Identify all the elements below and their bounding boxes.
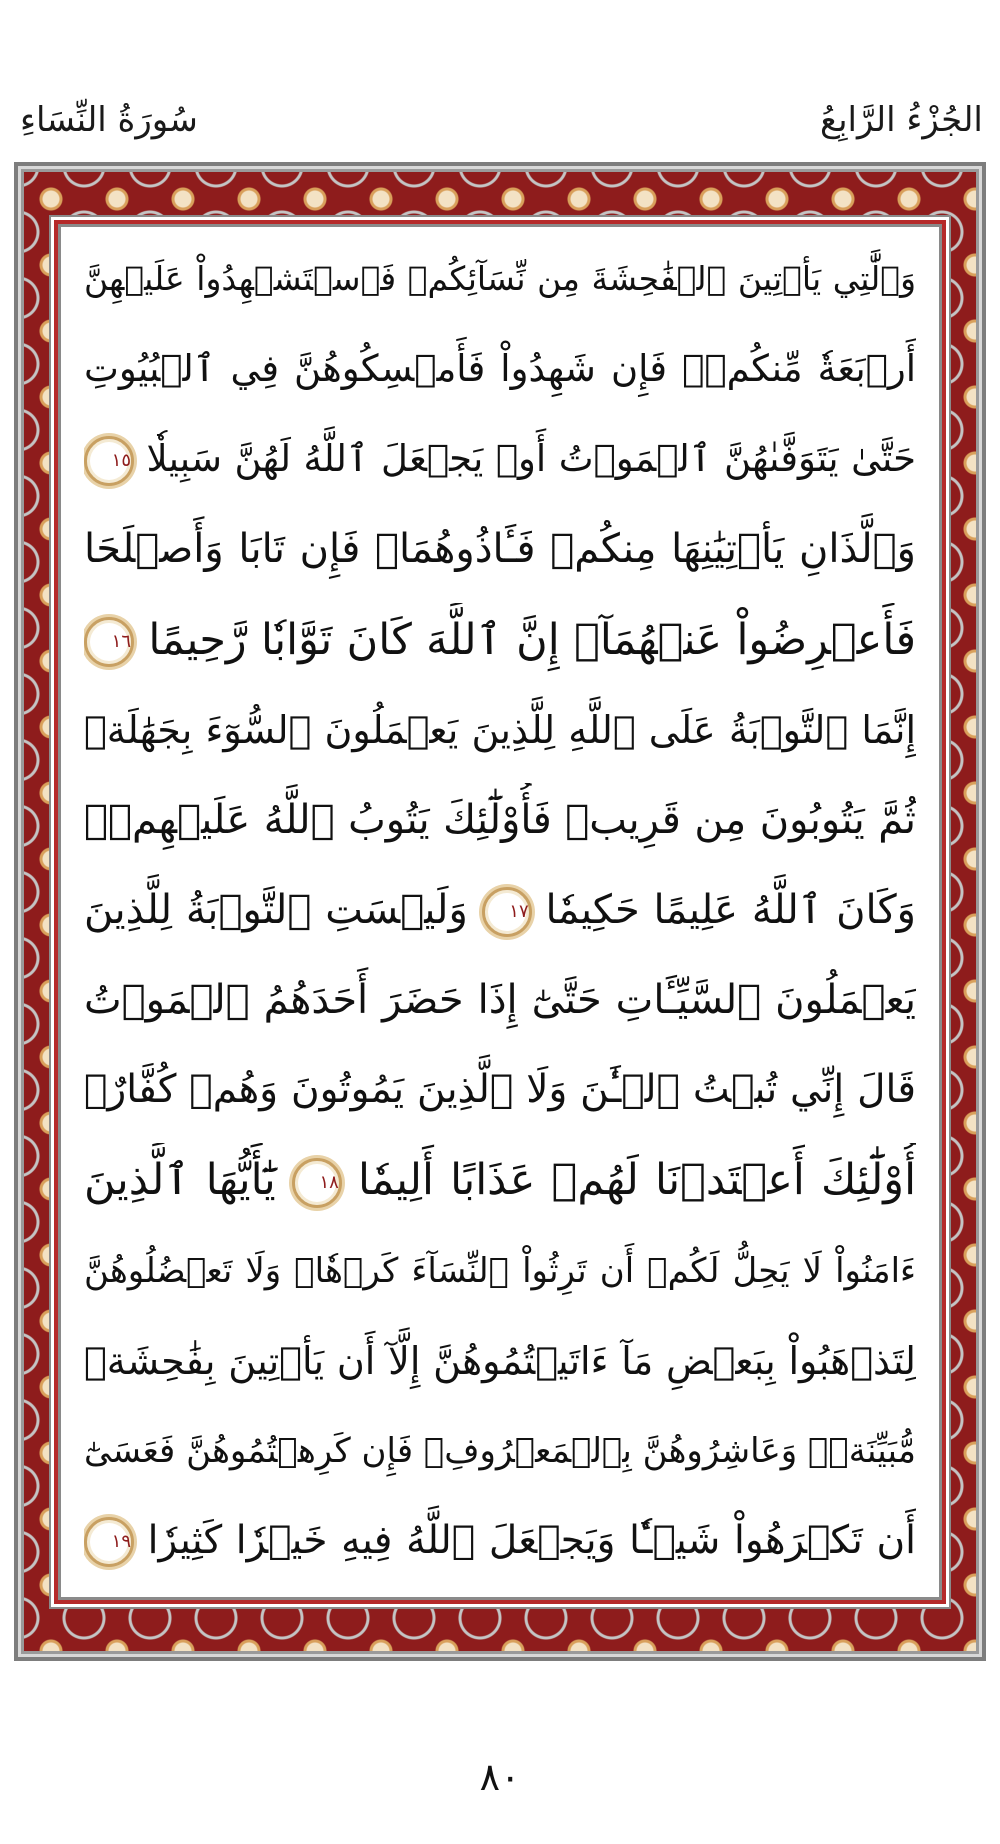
text-line-5: فَأَعۡرِضُواْ عَنۡهُمَآۗ إِنَّ ٱللَّهَ كَانَ تَوَّابٗا رَّحِيمًا ١٦ xyxy=(84,603,916,677)
text-line-9: يَعۡمَلُونَ ٱلسَّيِّـَٔاتِ حَتَّىٰٓ إِذَا حَضَرَ أَحَدَهُمُ ٱلۡمَوۡتُ xyxy=(84,977,916,1024)
ayah-number-marker: ١٥ xyxy=(84,436,134,486)
page-number: ٨٠ xyxy=(479,1755,521,1799)
text-line-2: أَرۡبَعَةٗ مِّنكُمۡۖ فَإِن شَهِدُواْ فَأَمۡسِكُوهُنَّ فِي ٱلۡبُيُوتِ xyxy=(84,347,916,391)
text-line-13: لِتَذۡهَبُواْ بِبَعۡضِ مَآ ءَاتَيۡتُمُوهُنَّ إِلَّآ أَن يَأۡتِينَ بِفَٰحِشَةٖ xyxy=(84,1338,916,1383)
text-line-1: وَٱلَّٰتِي يَأۡتِينَ ٱلۡفَٰحِشَةَ مِن نِّسَآئِكُمۡ فَٱسۡتَشۡهِدُواْ عَلَيۡهِنَّ xyxy=(84,259,916,298)
text-line-4: وَٱلَّذَانِ يَأۡتِيَٰنِهَا مِنكُمۡ فَـَٔاذُوهُمَاۖ فَإِن تَابَا وَأَصۡلَحَا xyxy=(84,526,916,573)
text-line-6: إِنَّمَا ٱلتَّوۡبَةُ عَلَى ٱللَّهِ لِلَّذِينَ يَعۡمَلُونَ ٱلسُّوٓءَ بِجَهَٰلَةٖ xyxy=(84,707,916,752)
text-line-12: ءَامَنُواْ لَا يَحِلُّ لَكُمۡ أَن تَرِثُواْ ٱلنِّسَآءَ كَرۡهٗاۖ وَلَا تَعۡضُلُوهُنَّ xyxy=(84,1250,916,1291)
text-line-15: أَن تَكۡرَهُواْ شَيۡـٔٗا وَيَجۡعَلَ ٱللَّهُ فِيهِ خَيۡرٗا كَثِيرٗا ١٩ xyxy=(84,1504,916,1578)
juz-title: الجُزْءُ الرَّابِعُ xyxy=(820,100,983,140)
ayah-number-marker: ١٧ xyxy=(482,887,532,937)
text-line-10: قَالَ إِنِّي تُبۡتُ ٱلۡـَٰٔنَ وَلَا ٱلَّذِينَ يَمُوتُونَ وَهُمۡ كُفَّارٌۚ xyxy=(84,1067,916,1113)
surah-title: سُورَةُ النِّسَاءِ xyxy=(20,100,198,140)
ayah-number-marker: ١٨ xyxy=(292,1158,342,1208)
quran-text-block xyxy=(72,236,928,1588)
text-line-3: حَتَّىٰ يَتَوَفَّىٰهُنَّ ٱلۡمَوۡتُ أَوۡ يَجۡعَلَ ٱللَّهُ لَهُنَّ سَبِيلٗا ١٥ xyxy=(84,422,916,496)
text-line-8: وَكَانَ ٱللَّهُ عَلِيمًا حَكِيمٗا ١٧ وَلَيۡسَتِ ٱلتَّوۡبَةُ لِلَّذِينَ xyxy=(84,873,916,947)
ayah-number-marker: ١٦ xyxy=(84,617,134,667)
text-line-11: أُوْلَٰٓئِكَ أَعۡتَدۡنَا لَهُمۡ عَذَابًا أَلِيمٗا ١٨ يَٰٓأَيُّهَا ٱلَّذِينَ xyxy=(84,1143,916,1217)
text-line-7: ثُمَّ يَتُوبُونَ مِن قَرِيبٖ فَأُوْلَٰٓئِكَ يَتُوبُ ٱللَّهُ عَلَيۡهِمۡۗ xyxy=(84,796,916,843)
ayah-number-marker: ١٩ xyxy=(84,1517,134,1567)
text-line-14: مُّبَيِّنَةٖۚ وَعَاشِرُوهُنَّ بِٱلۡمَعۡرُوفِۚ فَإِن كَرِهۡتُمُوهُنَّ فَعَسَىٰٓ xyxy=(84,1430,916,1471)
